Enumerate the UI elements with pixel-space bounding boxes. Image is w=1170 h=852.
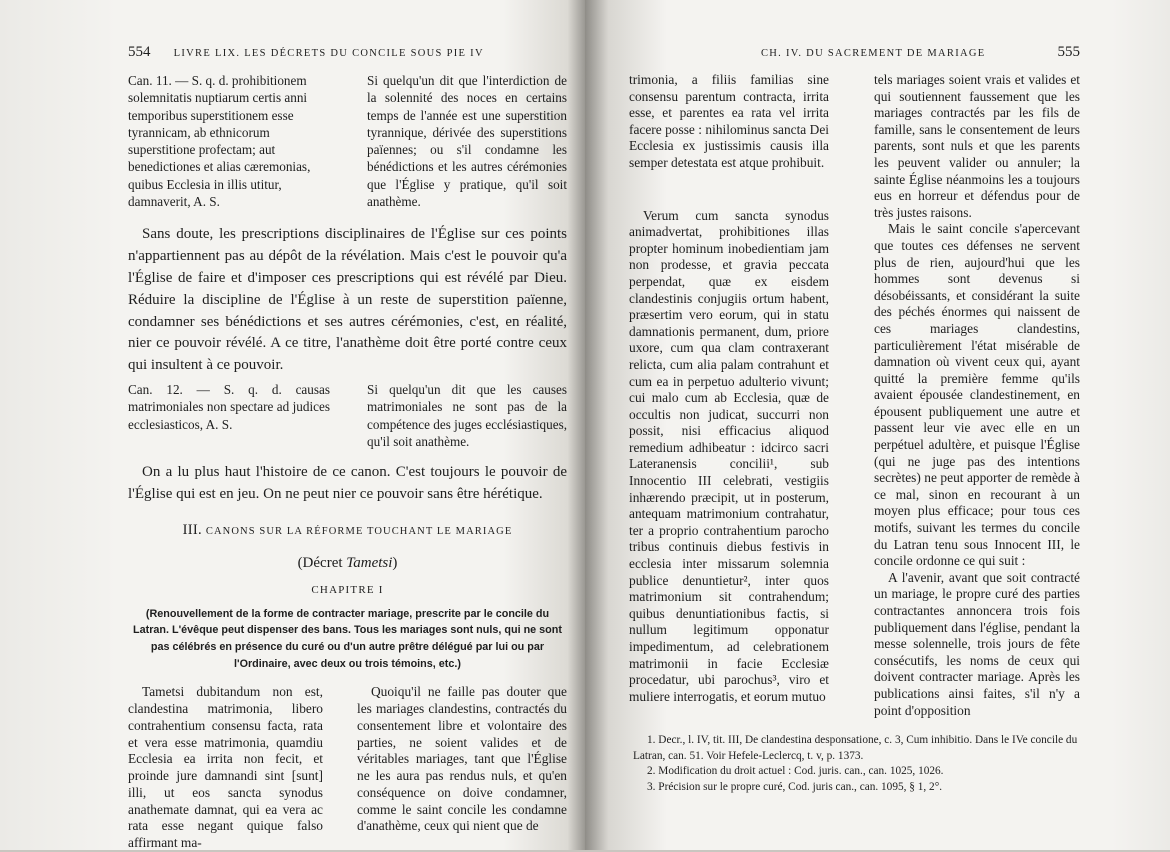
canon-11-latin: Can. 11. — S. q. d. prohibitionem solemnitatis nuptiarum certis anni temporibus superstitionem esse tyrannicam, ab ethnicorum superstitione profectam; aut benedictiones et alias cæremonias, quibus Ecclesia in illis utitur, damnaverit, A. S. bbox=[128, 73, 311, 210]
right-page bbox=[585, 0, 1170, 850]
chapter-latin-text: Tametsi dubitandum non est, clandestina matrimonia, libero contrahentium consensu facta, rata et vera esse matrimonia, quamdiu Ecclesia ea irrita non fecit, et proinde jure damnandi sint [sunt] illi, ut eos sancta synodus anathemate damnat, qui ea vera ac rata esse negant quique falso affirmant ma- bbox=[128, 684, 323, 851]
chapter-heading: CHAPITRE I bbox=[311, 583, 384, 596]
french-paragraph-3: A l'avenir, avant que soit contracté un mariage, le propre curé des parties contractantes annoncera trois fois publiquement dans l'église, pendant la messe solennelle, trois jours de fête consécutifs, les noms de ceux qui doivent contracter mariage. Après les publications ainsi faites, s'il n'y a point d'opposition bbox=[874, 569, 1080, 718]
decree-suffix: ) bbox=[392, 554, 398, 571]
left-page-number: 554 bbox=[128, 44, 151, 60]
commentary-paragraph-1: Sans doute, les prescriptions disciplinaires de l'Église sur ces points n'appartiennent pas au dépôt de la révélation. Mais c'est le pouvoir qu'a l'Église de faire et d'imposer ces prescriptions qui est révélé par Dieu. Réduire la discipline de l'Église à un reste de superstition païenne, condamner ses bénédictions et ses autres cérémonies, c'est, en réalité, nier ce pouvoir révélé. A ce titre, l'anathème doit être porté contre ceux qui insultent à ce pouvoir. bbox=[128, 226, 567, 374]
section-title: CANONS SUR LA RÉFORME TOUCHANT LE MARIAGE bbox=[205, 525, 513, 537]
commentary-paragraph-2: On a lu plus haut l'histoire de ce canon. C'est toujours le pouvoir de l'Église qui est en jeu. On ne peut nier ce pouvoir sans être hérétique. bbox=[128, 464, 567, 502]
canon-12-latin: Can. 12. — S. q. d. causas matrimoniales non spectare ad judices ecclesiasticos, A. S. bbox=[128, 381, 330, 432]
canon-12-french: Si quelqu'un dit que les causes matrimoniales ne sont pas de la compétence des juges ecclésiastiques, qu'il soit anathème. bbox=[367, 381, 567, 449]
chapter-summary: (Renouvellement de la forme de contracter mariage, prescrite par le concile du Latran. L'évêque peut dispenser des bans. Tous les mariages sont nuls, qui ne sont pas célébrés en présence du curé ou d'un autre prêtre délégué par lui ou par l'Ordinaire, avec deux ou trois témoins, etc.) bbox=[133, 607, 562, 670]
decree-name: Tametsi bbox=[346, 554, 393, 571]
decree-title bbox=[128, 555, 567, 572]
left-page bbox=[0, 0, 585, 850]
canon-12 bbox=[128, 381, 567, 450]
chapter-text-columns bbox=[128, 684, 567, 852]
right-running-head bbox=[629, 44, 1080, 66]
latin-paragraph-2: Verum cum sancta synodus animadvertat, prohibitiones illas propter hominum inobedientiam jam non prodesse, et gravia peccata perpendat, quæ ex eisdem clandestinis conjugiis ortum habent, præsertim vero eorum, qui in statu damnationis permanent, dum, priore uxore, cum qua clam contraxerant relicta, cum alia palam contrahunt et cum ea in perpetuo adulterio vivunt; cui malo cum ab Ecclesia, quæ de occultis non judicat, succurri non possit, nisi efficacius aliquod remedium adhibeatur : idcirco sacri Lateranensis concilii¹, sub Innocentio III celebrati, vestigiis inhærendo præcipit, ut in posterum, antequam matrimonium contrahatur, ter a proprio contrahentium parocho tribus continuis diebus festivis in ecclesia inter missarum solemnia publice denuntietur², inter quos matrimonium sit contrahendum; quibus denuntiationibus factis, si nullum legitimum opponatur impedimentum, ad celebrationem matrimonii in facie Ecclesiæ procedatur, ubi parochus³, viro et muliere interrogatis, et eorum mutuo bbox=[629, 207, 829, 704]
latin-paragraph-1: trimonia, a filiis familias sine consensu parentum contracta, irrita esse, et parentes ea rata vel irrita facere posse : nihilominus sancta Dei Ecclesia ex justissimis causis illa semper detestata est atque prohibuit. bbox=[629, 72, 829, 170]
french-paragraph-2: Mais le saint concile s'apercevant que toutes ces défenses ne servent plus de rien, aujourd'hui que les hommes sont devenus si désobéissants, et considérant la suite des péchés énormes qui naissent de ces mariages clandestins, particulièrement l'état misérable de damnation où vivent ceux qui, ayant quitté la première femme qu'ils avaient épousée clandestinement, en épousent publiquement une autre et passent leur vie avec elle en un perpétuel adultère, et puisque l'Église (qui ne juge pas des intentions secrètes) ne peut apporter de remède à ce mal, sinon en recourant à un moyen plus efficace; pour tous ces motifs, suivant les termes du concile du Latran tenu sous Innocent III, le concile ordonne ce qui suit : bbox=[874, 221, 1080, 569]
right-french-column bbox=[874, 72, 1080, 719]
footnote-2: 2. Modification du droit actuel : Cod. juris. can., can. 1025, 1026. bbox=[647, 765, 944, 778]
right-text-columns bbox=[629, 72, 1080, 719]
canon-11 bbox=[128, 72, 567, 210]
right-latin-column bbox=[629, 72, 829, 719]
left-running-title: LIVRE LIX. LES DÉCRETS DU CONCILE SOUS PIE IV bbox=[173, 48, 484, 59]
chapter-french-text: Quoiqu'il ne faille pas douter que les mariages clandestins, contractés du consentement libre et volontaire des parties, ne soient valides et de véritables mariages, tant que l'Église ne les aura pas rendus nuls, et qu'en conséquence on doive condamner, comme le saint concile les condamne d'anathème, ceux qui nient que de bbox=[357, 684, 567, 834]
canon-11-french: Si quelqu'un dit que l'interdiction de la solennité des noces en certains temps de l'année est une superstition tyrannique, dérivée des superstitions païennes; ou s'il condamne les bénédictions et les autres cérémonies que l'Église y pratique, qu'il soit anathème. bbox=[367, 73, 567, 210]
right-page-number: 555 bbox=[1057, 44, 1080, 60]
footnote-3: 3. Précision sur le propre curé, Cod. juris can., can. 1095, § 1, 2°. bbox=[647, 780, 943, 793]
right-running-title: CH. IV. DU SACREMENT DE MARIAGE bbox=[760, 48, 986, 59]
decree-prefix: (Décret bbox=[297, 554, 343, 571]
section-numeral: III. bbox=[182, 521, 202, 538]
french-paragraph-1: tels mariages soient vrais et valides et qui soutiennent faussement que les mariages contractés par les fils de famille, sans le consentement de leurs parents, sont nuls et que les parents les peuvent valider ou annuler; la sainte Église néanmoins les a toujours eus en horreur et défendus pour de très justes raisons. bbox=[874, 72, 1080, 220]
footnotes bbox=[629, 733, 1080, 795]
left-running-head bbox=[128, 44, 567, 66]
section-heading bbox=[128, 522, 567, 539]
footnote-1: 1. Decr., l. IV, tit. III, De clandestina desponsatione, c. 3, Cum inhibitio. Dans le IVe concile du Latran, can. 51. Voir Hefele-Leclercq, t. v, p. 1373. bbox=[633, 734, 1078, 762]
